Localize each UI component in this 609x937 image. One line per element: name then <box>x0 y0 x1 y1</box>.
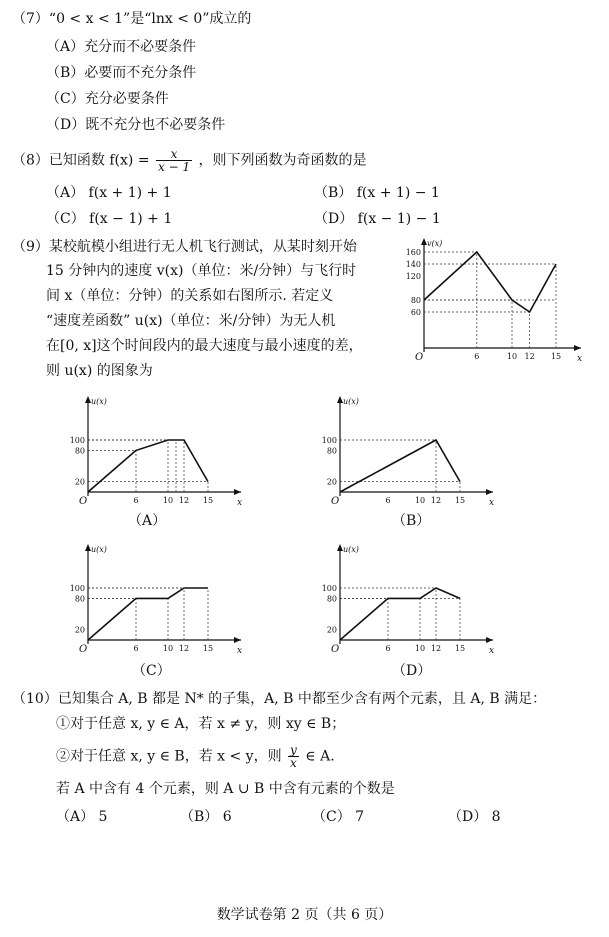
x-tick-label: 15 <box>550 352 562 361</box>
series-line <box>424 252 556 312</box>
x-tick-label: 10 <box>162 496 174 505</box>
q10-cond2-den: x <box>290 756 297 770</box>
x-tick-label: 12 <box>430 496 442 505</box>
x-tick-label: 10 <box>414 496 426 505</box>
origin-label: O <box>331 644 340 655</box>
y-tick-label: 120 <box>405 272 421 281</box>
x-tick-label: 12 <box>178 644 190 653</box>
q9-caption-d: （D） <box>392 663 432 679</box>
x-axis-label: x <box>489 498 495 508</box>
q10-option-c: （C） 7 <box>312 809 365 825</box>
q9-caption-b: （B） <box>392 513 431 529</box>
x-axis-label: x <box>489 646 495 656</box>
series-line <box>88 588 208 640</box>
x-tick-label: 12 <box>524 352 535 361</box>
x-tick-label: 10 <box>506 352 518 361</box>
y-tick-label: 100 <box>69 584 85 593</box>
x-tick-label: 12 <box>178 496 190 505</box>
q8-option-a: （A） f(x + 1) + 1 <box>46 185 172 201</box>
y-tick-label: 100 <box>69 436 85 445</box>
q10-option-d: （D） 8 <box>448 809 501 825</box>
x-tick-label: 10 <box>414 644 426 653</box>
y-tick-label: 100 <box>321 436 337 445</box>
origin-label: O <box>79 644 88 655</box>
x-tick-label: 10 <box>162 644 174 653</box>
y-tick-label: 80 <box>74 594 85 604</box>
y-axis-label: v(x) <box>427 239 443 248</box>
q8-stem-after: ，则下列函数为奇函数的是 <box>198 152 367 169</box>
q7-option-b: （B）必要而不充分条件 <box>46 65 197 81</box>
q9-graph-b <box>322 392 497 510</box>
q9-caption-a: （A） <box>128 513 167 529</box>
y-tick-label: 80 <box>74 446 85 456</box>
q10-option-a: （A） 5 <box>56 809 108 825</box>
q9-line-6: 则 u(x) 的图象为 <box>46 363 153 379</box>
y-tick-label: 160 <box>405 248 421 257</box>
q10-cond2-fraction <box>288 744 299 769</box>
q9-line-2: 15 分钟内的速度 v(x)（单位：米/分钟）与飞行时 <box>46 263 357 279</box>
q9-graph-d <box>322 540 497 658</box>
q10-question: 若 A 中含有 4 个元素，则 A ∪ B 中含有元素的个数是 <box>56 781 395 797</box>
x-tick-label: 6 <box>385 496 391 505</box>
y-tick-label: 140 <box>405 260 421 269</box>
q9-graph-c <box>70 540 245 658</box>
origin-label: O <box>79 496 88 507</box>
series-line <box>88 440 208 492</box>
q7-stem: （7）“0 < x < 1”是“lnx < 0”成立的 <box>12 11 252 27</box>
x-axis-arrow <box>574 345 581 351</box>
y-tick-label: 20 <box>74 625 85 635</box>
y-tick-label: 60 <box>410 308 421 317</box>
origin-label: O <box>415 352 424 363</box>
x-axis-label: x <box>237 646 243 656</box>
q9-caption-c: （C） <box>132 663 171 679</box>
y-axis-label: u(x) <box>343 545 359 554</box>
q7-option-c: （C）充分必要条件 <box>46 91 169 107</box>
y-tick-label: 80 <box>326 446 337 456</box>
q8-stem <box>12 148 367 173</box>
q7-option-d: （D）既不充分也不必要条件 <box>46 117 226 133</box>
y-tick-label: 80 <box>410 296 421 305</box>
y-axis-label: u(x) <box>91 397 107 406</box>
q9-main-graph <box>405 234 585 364</box>
x-tick-label: 15 <box>454 496 466 505</box>
q10-cond2-before: ②对于任意 x, y ∈ B，若 x < y，则 <box>56 748 282 765</box>
q8-frac-num: x <box>156 148 192 161</box>
q10-cond2-after: ∈ A. <box>305 748 335 765</box>
q10-condition-2 <box>56 744 335 769</box>
q10-stem: （10）已知集合 A, B 都是 N* 的子集，A, B 中都至少含有两个元素，且 A, B 满足： <box>12 691 547 707</box>
q8-frac-den: x − 1 <box>158 160 191 174</box>
q8-stem-before: （8）已知函数 f(x) = <box>12 152 150 169</box>
x-tick-label: 15 <box>202 496 214 505</box>
x-tick-label: 6 <box>385 644 391 653</box>
y-tick-label: 20 <box>326 625 337 635</box>
x-axis-label: x <box>577 354 583 364</box>
x-axis-arrow <box>486 637 493 643</box>
q9-line-1: （9）某校航模小组进行无人机飞行测试，从某时刻开始 <box>12 239 357 255</box>
q7-option-a: （A）充分而不必要条件 <box>46 39 197 55</box>
page-footer: 数学试卷第 2 页（共 6 页） <box>216 907 393 923</box>
y-tick-label: 100 <box>321 584 337 593</box>
y-tick-label: 20 <box>326 477 337 487</box>
q9-graph-a <box>70 392 245 510</box>
q8-fraction <box>156 148 192 173</box>
y-axis-label: u(x) <box>91 545 107 554</box>
q9-line-5: 在[0, x]这个时间段内的最大速度与最小速度的差， <box>46 338 363 354</box>
x-tick-label: 6 <box>474 352 480 361</box>
q8-option-d: （D） f(x − 1) − 1 <box>314 211 441 227</box>
x-tick-label: 12 <box>430 644 442 653</box>
q8-option-b: （B） f(x + 1) − 1 <box>314 185 440 201</box>
x-axis-arrow <box>486 489 493 495</box>
x-axis-label: x <box>237 498 243 508</box>
x-axis-arrow <box>234 489 241 495</box>
y-axis-label: u(x) <box>343 397 359 406</box>
q9-line-4: “速度差函数” u(x)（单位：米/分钟）为无人机 <box>46 313 336 329</box>
x-tick-label: 6 <box>133 496 139 505</box>
x-axis-arrow <box>234 637 241 643</box>
q8-option-c: （C） f(x − 1) + 1 <box>46 211 173 227</box>
origin-label: O <box>331 496 340 507</box>
y-tick-label: 80 <box>326 594 337 604</box>
x-tick-label: 6 <box>133 644 139 653</box>
series-line <box>340 440 460 492</box>
y-tick-label: 20 <box>74 477 85 487</box>
q9-line-3: 间 x（单位：分钟）的关系如右图所示. 若定义 <box>46 288 334 304</box>
q10-condition-1: ①对于任意 x, y ∈ A，若 x ≠ y，则 xy ∈ B； <box>56 716 346 732</box>
series-line <box>340 588 460 640</box>
x-tick-label: 15 <box>202 644 214 653</box>
x-tick-label: 15 <box>454 644 466 653</box>
q10-cond2-num: y <box>290 743 297 757</box>
q10-option-b: （B） 6 <box>180 809 232 825</box>
